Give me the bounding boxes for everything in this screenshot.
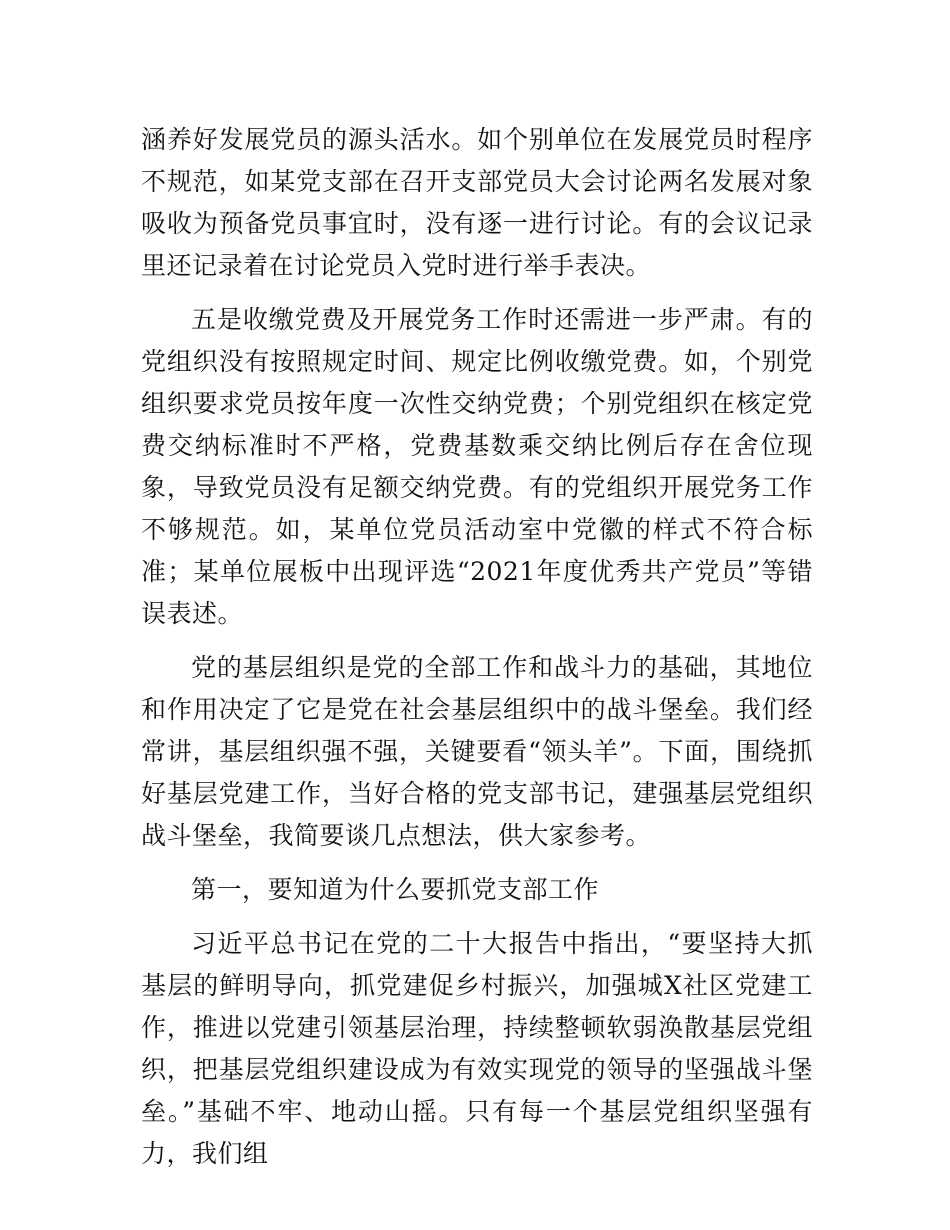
document-body (141, 119, 813, 1187)
paragraph-continuation: 涵养好发展党员的源头活水。如个别单位在发展党员时程序不规范，如某党支部在召开支部党员大会讨论两名发展对象吸收为预备党员事宜时，没有逐一进行讨论。有的会议记录里还记录着在讨论党员入党时进行举手表决。 (141, 125, 813, 280)
paragraph-grassroots-organization: 党的基层组织是党的全部工作和战斗力的基础，其地位和作用决定了它是党在社会基层组织中的战斗堡垒。我们经常讲，基层组织强不强，关键要看“领头羊”。下面，围绕抓好基层党建工作，当好合格的党支部书记，建强基层党组织战斗堡垒，我简要谈几点想法，供大家参考。 (141, 653, 813, 850)
paragraph-party-dues: 五是收缴党费及开展党务工作时还需进一步严肃。有的党组织没有按照规定时间、规定比例收缴党费。如，个别党组织要求党员按年度一次性交纳党费；个别党组织在核定党费交纳标准时不严格，党费基数乘交纳比例后存在舍位现象，导致党员没有足额交纳党费。有的党组织开展党务工作不够规范。如，某单位党员活动室中党徽的样式不符合标准；某单位展板中出现评选“2021年度优秀共产党员”等错误表述。 (141, 305, 813, 628)
paragraph-report-quote: 习近平总书记在党的二十大报告中指出，“要坚持大抓基层的鲜明导向，抓党建促乡村振兴，加强城X社区党建工作，推进以党建引领基层治理，持续整顿软弱涣散基层党组织，把基层党组织建设成为有效实现党的领导的坚强战斗堡垒。”基础不牢、地动山摇。只有每一个基层党组织坚强有力，我们组 (141, 929, 813, 1168)
section-heading-first: 第一，要知道为什么要抓党支部工作 (191, 875, 600, 904)
